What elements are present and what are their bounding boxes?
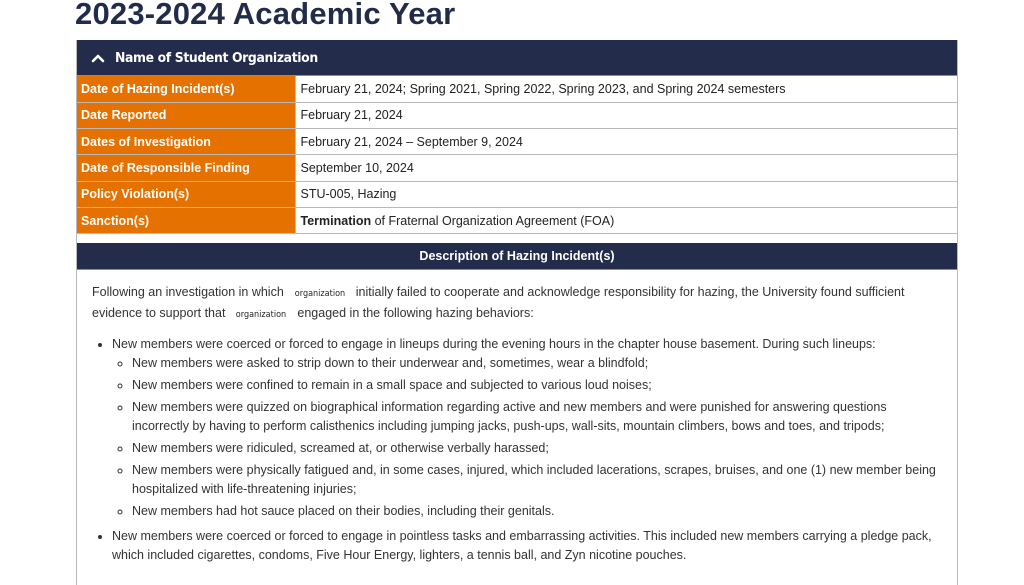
row-value: September 10, 2024 <box>295 155 957 181</box>
sub-list-item: ◦ New members were physically fatigued and, in some cases, injured, which included lacerations, scrapes, bruises, and one (1) new member being hospitalized with life-threatening injuries; <box>132 461 942 499</box>
table-row <box>77 102 957 128</box>
sanction-emphasis: Termination <box>300 213 372 228</box>
sub-list-item: ◦ New members were asked to strip down to their underwear and, sometimes, wear a blindfold; <box>132 354 942 373</box>
sanction-text: of Fraternal Organization Agreement (FOA) <box>371 213 615 228</box>
intro-paragraph <box>92 283 942 325</box>
incident-details-table <box>77 76 957 234</box>
list-item <box>112 335 942 521</box>
row-label: Dates of Investigation <box>77 129 295 155</box>
row-label: Date of Hazing Incident(s) <box>77 76 295 102</box>
page-title: 2023-2024 Academic Year <box>75 0 456 31</box>
sub-list-item: ◦ New members were quizzed on biographical information regarding active and new members and were punished for answering questions incorrectly by having to perform calisthenics including jumping jacks, push-ups, wall-sits, mountain climbers, bows and toes, and tripods; <box>132 398 942 436</box>
organization-placeholder: organization <box>236 310 287 320</box>
accordion-header[interactable] <box>77 40 957 76</box>
sub-list-item: ◦ New members had hot sauce placed on their bodies, including their genitals. <box>132 502 942 521</box>
chevron-up-icon <box>91 51 105 65</box>
description-heading: Description of Hazing Incident(s) <box>77 243 957 270</box>
row-value: February 21, 2024 <box>295 102 957 128</box>
table-row <box>77 207 957 233</box>
table-row <box>77 129 957 155</box>
row-label: Date Reported <box>77 102 295 128</box>
row-value: STU-005, Hazing <box>295 181 957 207</box>
organization-placeholder: organization <box>294 289 345 299</box>
accordion-title: Name of Student Organization <box>115 49 318 66</box>
row-value <box>295 207 957 233</box>
hazing-behaviors-list <box>92 335 942 565</box>
row-value: February 21, 2024 – September 9, 2024 <box>295 129 957 155</box>
intro-text: initially failed to cooperate and acknowledge responsibility for hazing, the University found sufficient evidence to support that <box>92 285 905 320</box>
sub-list-item: ◦ New members were ridiculed, screamed at, or otherwise verbally harassed; <box>132 439 942 458</box>
sub-list-item: ◦ New members were confined to remain in a small space and subjected to various loud noises; <box>132 376 942 395</box>
description-body <box>92 283 942 571</box>
intro-text: Following an investigation in which <box>92 285 284 299</box>
table-row <box>77 181 957 207</box>
row-label: Policy Violation(s) <box>77 181 295 207</box>
list-item <box>112 527 942 565</box>
list-item-text: New members were coerced or forced to engage in pointless tasks and embarrassing activities. This included new members carrying a pledge pack, which included cigarettes, condoms, Five Hour Energy, lighters, a tennis ball, and Zyn nicotine pouches. <box>112 529 932 562</box>
organization-accordion <box>76 40 958 585</box>
row-value: February 21, 2024; Spring 2021, Spring 2022, Spring 2023, and Spring 2024 semesters <box>295 76 957 102</box>
sub-list <box>112 354 942 521</box>
table-row <box>77 76 957 102</box>
list-item-text: New members were coerced or forced to engage in lineups during the evening hours in the chapter house basement. During such lineups: <box>112 337 876 351</box>
table-row <box>77 155 957 181</box>
intro-text: engaged in the following hazing behaviors: <box>297 306 534 320</box>
row-label: Sanction(s) <box>77 207 295 233</box>
row-label: Date of Responsible Finding <box>77 155 295 181</box>
